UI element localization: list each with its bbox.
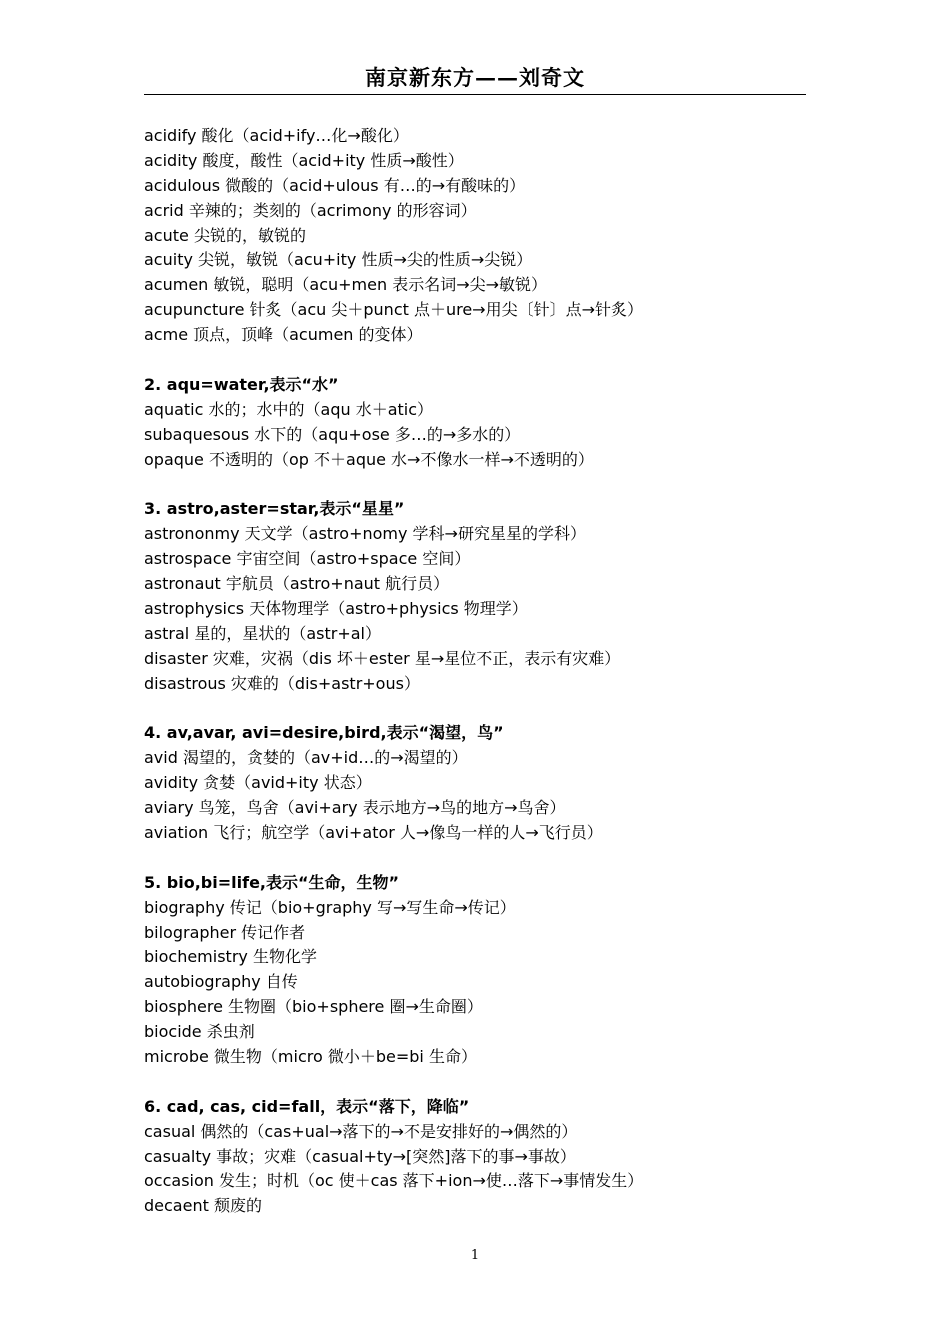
section-heading: 5. bio,bi=life,表示“生命，生物” [144, 872, 400, 892]
vocabulary-entry: acidity 酸度，酸性（acid+ity 性质→酸性） [144, 150, 464, 170]
vocabulary-entry: biography 传记（bio+graphy 写→写生命→传记） [144, 897, 516, 917]
vocabulary-entry: casual 偶然的（cas+ual→落下的→不是安排好的→偶然的） [144, 1121, 578, 1141]
vocabulary-entry: opaque 不透明的（op 不＋aque 水→不像水一样→不透明的） [144, 449, 594, 469]
section-heading: 2. aqu=water,表示“水” [144, 374, 339, 394]
vocabulary-entry: biochemistry 生物化学 [144, 947, 317, 967]
vocabulary-entry: occasion 发生；时机（oc 使＋cas 落下+ion→使…落下→事情发生） [144, 1171, 644, 1191]
vocabulary-entry: astrophysics 天体物理学（astro+physics 物理学） [144, 598, 528, 618]
vocabulary-entry: acute 尖锐的，敏锐的 [144, 225, 306, 245]
vocabulary-entry: avidity 贪婪（avid+ity 状态） [144, 773, 372, 793]
page-header [144, 62, 806, 95]
vocabulary-entry: astronaut 宇航员（astro+naut 航行员） [144, 574, 450, 594]
vocabulary-entry: astrospace 宇宙空间（astro+space 空间） [144, 549, 471, 569]
vocabulary-entry: decaent 颓废的 [144, 1196, 262, 1216]
blank-line [144, 696, 844, 721]
vocabulary-entry: acupuncture 针炙（acu 尖＋punct 点＋ure→用尖〔针〕点→针炙） [144, 300, 643, 320]
blank-line [144, 1070, 844, 1095]
vocabulary-entry: bilographer 传记作者 [144, 922, 306, 942]
blank-line [144, 472, 844, 497]
vocabulary-entry: microbe 微生物（micro 微小＋be=bi 生命） [144, 1046, 477, 1066]
blank-line [144, 348, 844, 373]
vocabulary-entry: acme 顶点，顶峰（acumen 的变体） [144, 325, 423, 345]
section-heading: 6. cad, cas, cid=fall，表示“落下，降临” [144, 1096, 470, 1116]
vocabulary-entry: disaster 灾难，灾祸（dis 坏＋ester 星→星位不正，表示有灾难） [144, 648, 621, 668]
blank-line [144, 846, 844, 871]
vocabulary-entry: autobiography 自传 [144, 972, 298, 992]
vocabulary-entry: astrononmy 天文学（astro+nomy 学科→研究星星的学科） [144, 524, 586, 544]
vocabulary-entry: avid 渴望的，贪婪的（av+id…的→渴望的） [144, 748, 468, 768]
section-heading: 3. astro,aster=star,表示“星星” [144, 499, 405, 519]
document-body [144, 124, 844, 1219]
vocabulary-entry: aviation 飞行；航空学（avi+ator 人→像鸟一样的人→飞行员） [144, 822, 603, 842]
vocabulary-entry: biocide 杀虫剂 [144, 1022, 255, 1042]
vocabulary-entry: acumen 敏锐，聪明（acu+men 表示名词→尖→敏锐） [144, 275, 548, 295]
section-heading: 4. av,avar, avi=desire,bird,表示“渴望，鸟” [144, 723, 504, 743]
vocabulary-entry: acidulous 微酸的（acid+ulous 有…的→有酸味的） [144, 175, 526, 195]
vocabulary-entry: acuity 尖锐，敏锐（acu+ity 性质→尖的性质→尖锐） [144, 250, 533, 270]
vocabulary-entry: biosphere 生物圈（bio+sphere 圈→生命圈） [144, 997, 483, 1017]
page-number: 1 [470, 1248, 480, 1263]
vocabulary-entry: acidify 酸化（acid+ify…化→酸化） [144, 126, 409, 145]
vocabulary-entry: subaquesous 水下的（aqu+ose 多…的→多水的） [144, 424, 521, 444]
vocabulary-entry: aviary 鸟笼，鸟舍（avi+ary 表示地方→鸟的地方→鸟舍） [144, 798, 566, 818]
vocabulary-entry: disastrous 灾难的（dis+astr+ous） [144, 673, 420, 693]
vocabulary-entry: casualty 事故；灾难（casual+ty→[突然]落下的事→事故） [144, 1146, 576, 1166]
vocabulary-entry: astral 星的，星状的（astr+al） [144, 623, 381, 643]
vocabulary-entry: acrid 辛辣的；类刻的（acrimony 的形容词） [144, 200, 477, 220]
vocabulary-entry: aquatic 水的；水中的（aqu 水＋atic） [144, 399, 434, 419]
header-title: 南京新东方——刘奇文 [365, 65, 585, 90]
